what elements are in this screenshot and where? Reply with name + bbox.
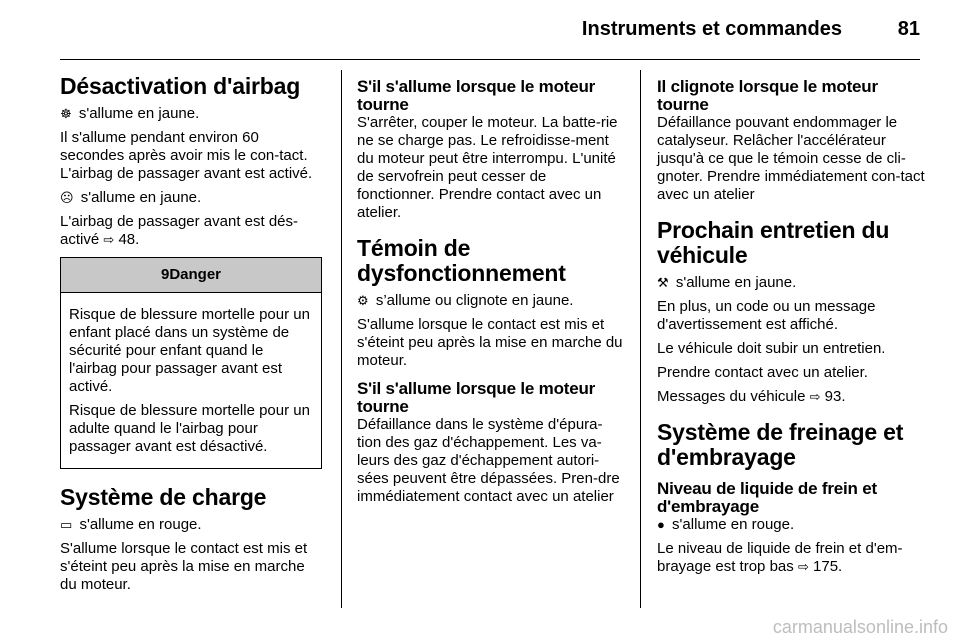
danger-body xyxy=(61,293,321,468)
service-text: s'allume en jaune. xyxy=(675,274,797,291)
heading-next-service: Prochain entretien du véhicule xyxy=(657,217,890,268)
column-divider-1 xyxy=(341,70,342,608)
heading-charging-system: Système de charge xyxy=(60,484,267,510)
brake-text: s'allume en rouge. xyxy=(672,516,795,533)
malfunction-line xyxy=(357,292,625,310)
airbag-off-icon: ☹ xyxy=(60,190,74,205)
danger-icon: 9 xyxy=(160,266,170,283)
malfunction-text: s’allume ou clignote en jaune. xyxy=(375,292,574,309)
xref-arrow-icon: ⇨ xyxy=(103,232,115,247)
heading-airbag-deactivation: Désactivation d'airbag xyxy=(60,73,301,99)
running2-desc: Défaillance dans le système d'épura-tion des gaz d'échappement. Les va-leurs des gaz d'échappement autori-sées peuvent être dépassées. Pren-dre immédiatement contact avec un atelier xyxy=(357,416,620,505)
danger-text-1: Risque de blessure mortelle pour un enfant placé dans un système de sécurité pour enfant quand le l'airbag pour passager avant est activé. xyxy=(69,306,310,395)
service-messages-text: Messages du véhicule xyxy=(657,388,806,405)
page-title: Instruments et commandes xyxy=(581,18,842,40)
heading-malfunction-indicator: Témoin de dysfonctionnement xyxy=(357,235,566,286)
service-line xyxy=(657,274,925,292)
brake-desc xyxy=(657,540,925,576)
battery-icon: ▭ xyxy=(60,517,73,532)
header-divider xyxy=(60,59,920,60)
danger-box xyxy=(60,257,322,469)
airbag-off-line xyxy=(60,189,325,207)
heading-brake-fluid-level: Niveau de liquide de frein et d'embrayage xyxy=(657,479,877,516)
charge-line xyxy=(60,516,325,534)
xref-page-link[interactable]: 93. xyxy=(824,388,846,405)
xref-arrow-icon: ⇨ xyxy=(809,389,821,404)
page-header xyxy=(60,0,920,62)
page-number: 81 xyxy=(897,18,920,40)
danger-title: Danger xyxy=(169,266,222,283)
airbag-off-text: s'allume en jaune. xyxy=(80,189,202,206)
charge-text: s'allume en rouge. xyxy=(79,516,202,533)
airbag-on-desc: Il s'allume pendant environ 60 secondes après avoir mis le con-tact. L'airbag de passager avant est activé. xyxy=(60,129,313,182)
running-desc: S'arrêter, couper le moteur. La batte-rie ne se charge pas. Le refroidisse-ment du moteur peut être interrompu. L'unité de servofrein peut cesser de fonctionner. Prendre contact avec un atelier. xyxy=(357,114,618,221)
heading-if-on-engine-running-2: S'il s'allume lorsque le moteur tourne xyxy=(357,379,596,416)
watermark: carmanualsonline.info xyxy=(772,617,948,637)
airbag-off-desc xyxy=(60,213,325,249)
brake-fluid-icon: ● xyxy=(657,517,665,532)
danger-text-2: Risque de blessure mortelle pour un adulte quand le l'airbag pour passager avant est désactivé. xyxy=(69,402,310,455)
service-desc-3: Prendre contact avec un atelier. xyxy=(657,364,868,381)
airbag-on-text: s'allume en jaune. xyxy=(78,105,200,122)
heading-if-on-engine-running: S'il s'allume lorsque le moteur tourne xyxy=(357,77,596,114)
xref-page-link[interactable]: 48. xyxy=(118,231,140,248)
brake-line xyxy=(657,516,925,534)
danger-header xyxy=(61,258,321,293)
airbag-on-line xyxy=(60,105,325,123)
engine-icon: ⚙ xyxy=(357,293,369,308)
xref-page-link[interactable]: 175. xyxy=(813,558,843,575)
brake-desc-text: Le niveau de liquide de frein et d'em-brayage est trop bas xyxy=(657,540,903,575)
heading-blinks-engine-running: Il clignote lorsque le moteur tourne xyxy=(657,77,878,114)
service-desc-2: Le véhicule doit subir un entretien. xyxy=(657,340,886,357)
malfunction-desc: S'allume lorsque le contact est mis et s'éteint peu après la mise en marche du moteur. xyxy=(357,316,623,369)
airbag-off-desc-text: L'airbag de passager avant est dés-activé xyxy=(60,213,299,248)
airbag-on-icon: ☸ xyxy=(60,106,72,121)
charge-desc: S'allume lorsque le contact est mis et s'éteint peu après la mise en marche du moteur. xyxy=(60,540,308,593)
service-desc-1: En plus, un code ou un message d'avertissement est affiché. xyxy=(657,298,876,333)
column-1 xyxy=(60,70,325,600)
heading-brake-clutch-system: Système de freinage et d'embrayage xyxy=(657,419,904,470)
service-desc-4 xyxy=(657,388,925,406)
column-2 xyxy=(357,70,625,512)
xref-arrow-icon: ⇨ xyxy=(797,559,809,574)
wrench-icon: ⚒ xyxy=(657,275,669,290)
blink-desc: Défaillance pouvant endommager le catalyseur. Relâcher l'accélérateur jusqu'à ce que le témoin cesse de cli-gnoter. Prendre immédiatement con-tact avec un atelier xyxy=(657,114,925,203)
column-divider-2 xyxy=(640,70,641,608)
column-3 xyxy=(657,70,925,582)
